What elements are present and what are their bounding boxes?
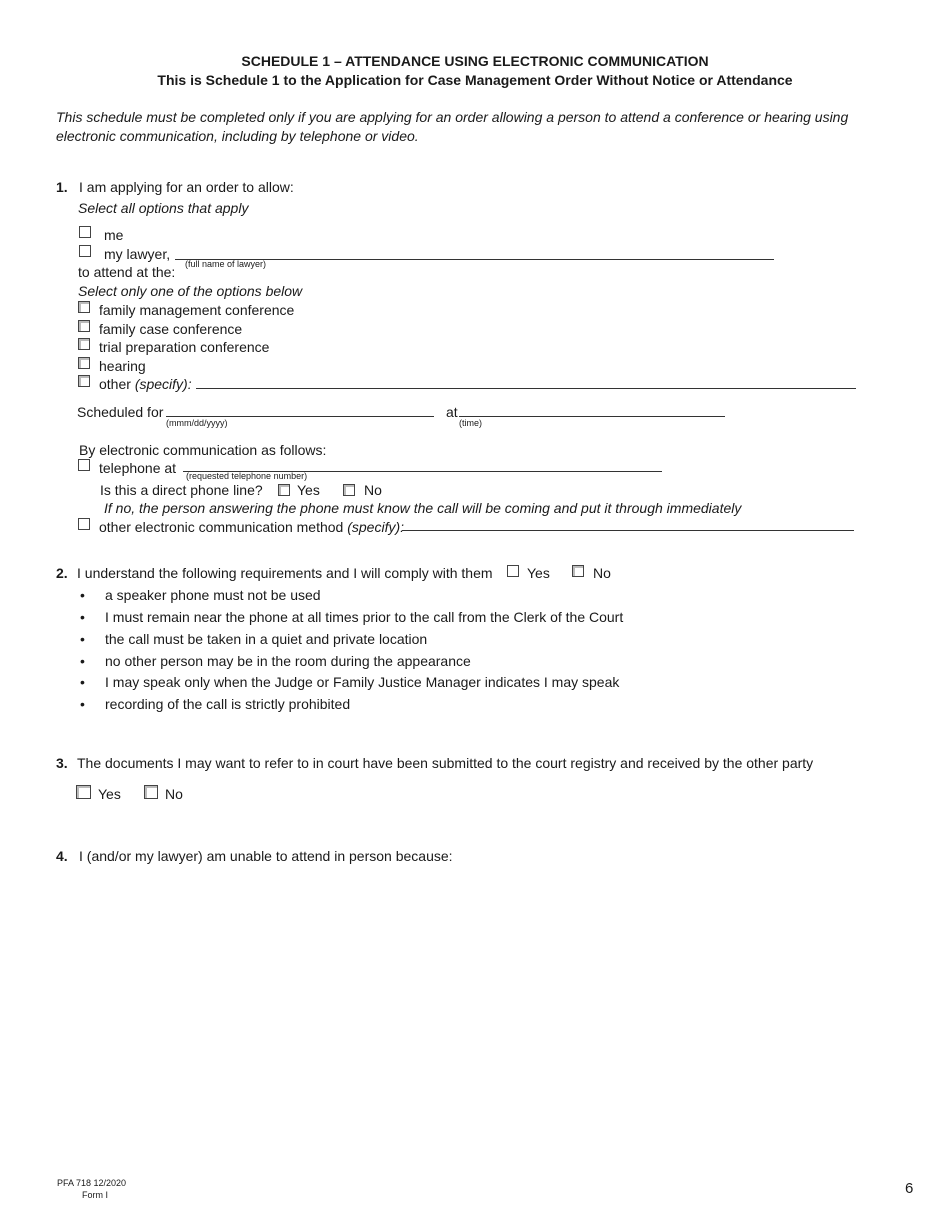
- bullet: •: [80, 609, 85, 625]
- comply-yes-checkbox[interactable]: [507, 565, 519, 577]
- requirement-item: no other person may be in the room during the appearance: [105, 653, 471, 669]
- comply-yes-label: Yes: [527, 565, 550, 581]
- section4-question: I (and/or my lawyer) am unable to attend in person because:: [79, 848, 453, 864]
- other-method-checkbox[interactable]: [78, 518, 90, 530]
- telephone-checkbox[interactable]: [78, 459, 90, 471]
- other-method-label: other electronic communication method (specify):: [99, 519, 405, 535]
- section1-instruction: Select all options that apply: [78, 200, 249, 216]
- event-checkbox-family-case[interactable]: [78, 320, 90, 332]
- event-checkbox-trial-preparation[interactable]: [78, 338, 90, 350]
- direct-line-no-checkbox[interactable]: [343, 484, 355, 496]
- other-event-field[interactable]: [196, 388, 856, 389]
- event-checkbox-other[interactable]: [78, 375, 90, 387]
- direct-line-note: If no, the person answering the phone must know the call will be coming and put it through immediately: [104, 500, 742, 516]
- schedule-subtitle: This is Schedule 1 to the Application for Case Management Order Without Notice or Attendance: [157, 72, 793, 88]
- bullet: •: [80, 631, 85, 647]
- telephone-caption: (requested telephone number): [186, 471, 308, 481]
- comply-no-checkbox[interactable]: [572, 565, 584, 577]
- form-code: PFA 718 12/2020: [57, 1178, 127, 1188]
- section2-question: I understand the following requirements and I will comply with them: [77, 565, 493, 581]
- requirement-item: a speaker phone must not be used: [105, 587, 321, 603]
- section1-question: I am applying for an order to allow:: [79, 179, 294, 195]
- date-caption: (mmm/dd/yyyy): [166, 418, 228, 428]
- documents-no-label: No: [165, 786, 183, 802]
- bullet: •: [80, 674, 85, 690]
- requirement-item: recording of the call is strictly prohibited: [105, 696, 351, 712]
- documents-yes-label: Yes: [98, 786, 121, 802]
- requirement-item: I must remain near the phone at all times prior to the call from the Clerk of the Court: [105, 609, 624, 625]
- section2-number: 2.: [56, 565, 68, 581]
- direct-line-no-label: No: [364, 482, 382, 498]
- telephone-label: telephone at: [99, 460, 177, 476]
- lawyer-checkbox[interactable]: [79, 245, 91, 257]
- event-label-family-management: family management conference: [99, 302, 295, 318]
- intro-text: This schedule must be completed only if you are applying for an order allowing a person to attend a conference or hearing using: [56, 109, 849, 125]
- documents-yes-checkbox[interactable]: [76, 785, 91, 799]
- bullet: •: [80, 653, 85, 669]
- at-label: at: [446, 404, 458, 420]
- other-method-field[interactable]: [402, 530, 854, 531]
- direct-line-yes-label: Yes: [297, 482, 320, 498]
- event-label-other: other (specify):: [99, 376, 192, 392]
- section1-number: 1.: [56, 179, 68, 195]
- bullet: •: [80, 587, 85, 603]
- event-label-hearing: hearing: [99, 358, 146, 374]
- page-number: 6: [905, 1180, 914, 1197]
- schedule-title: SCHEDULE 1 – ATTENDANCE USING ELECTRONIC COMMUNICATION: [241, 53, 709, 69]
- intro-text-line2: electronic communication, including by telephone or video.: [56, 128, 419, 144]
- direct-line-question: Is this a direct phone line?: [100, 482, 263, 498]
- event-checkbox-hearing[interactable]: [78, 357, 90, 369]
- section3-question: The documents I may want to refer to in court have been submitted to the court registry and received by the other party: [77, 755, 814, 771]
- comply-no-label: No: [593, 565, 611, 581]
- form-name: Form I: [82, 1190, 108, 1200]
- section3-number: 3.: [56, 755, 68, 771]
- reason-area[interactable]: [79, 870, 859, 1150]
- bullet: •: [80, 696, 85, 712]
- documents-no-checkbox[interactable]: [144, 785, 158, 799]
- attend-instruction: Select only one of the options below: [78, 283, 303, 299]
- scheduled-label: Scheduled for: [77, 404, 164, 420]
- time-caption: (time): [459, 418, 482, 428]
- event-checkbox-family-management[interactable]: [78, 301, 90, 313]
- scheduled-time-field[interactable]: [459, 416, 725, 417]
- event-label-trial-preparation: trial preparation conference: [99, 339, 270, 355]
- lawyer-label: my lawyer,: [104, 246, 171, 262]
- electronic-label: By electronic communication as follows:: [79, 442, 327, 458]
- event-label-family-case: family case conference: [99, 321, 243, 337]
- direct-line-yes-checkbox[interactable]: [278, 484, 290, 496]
- requirement-item: the call must be taken in a quiet and private location: [105, 631, 428, 647]
- attend-label: to attend at the:: [78, 264, 176, 280]
- me-checkbox[interactable]: [79, 226, 91, 238]
- lawyer-name-caption: (full name of lawyer): [185, 259, 267, 269]
- requirement-item: I may speak only when the Judge or Family Justice Manager indicates I may speak: [105, 674, 620, 690]
- scheduled-date-field[interactable]: [166, 416, 434, 417]
- section4-number: 4.: [56, 848, 68, 864]
- me-label: me: [104, 227, 124, 243]
